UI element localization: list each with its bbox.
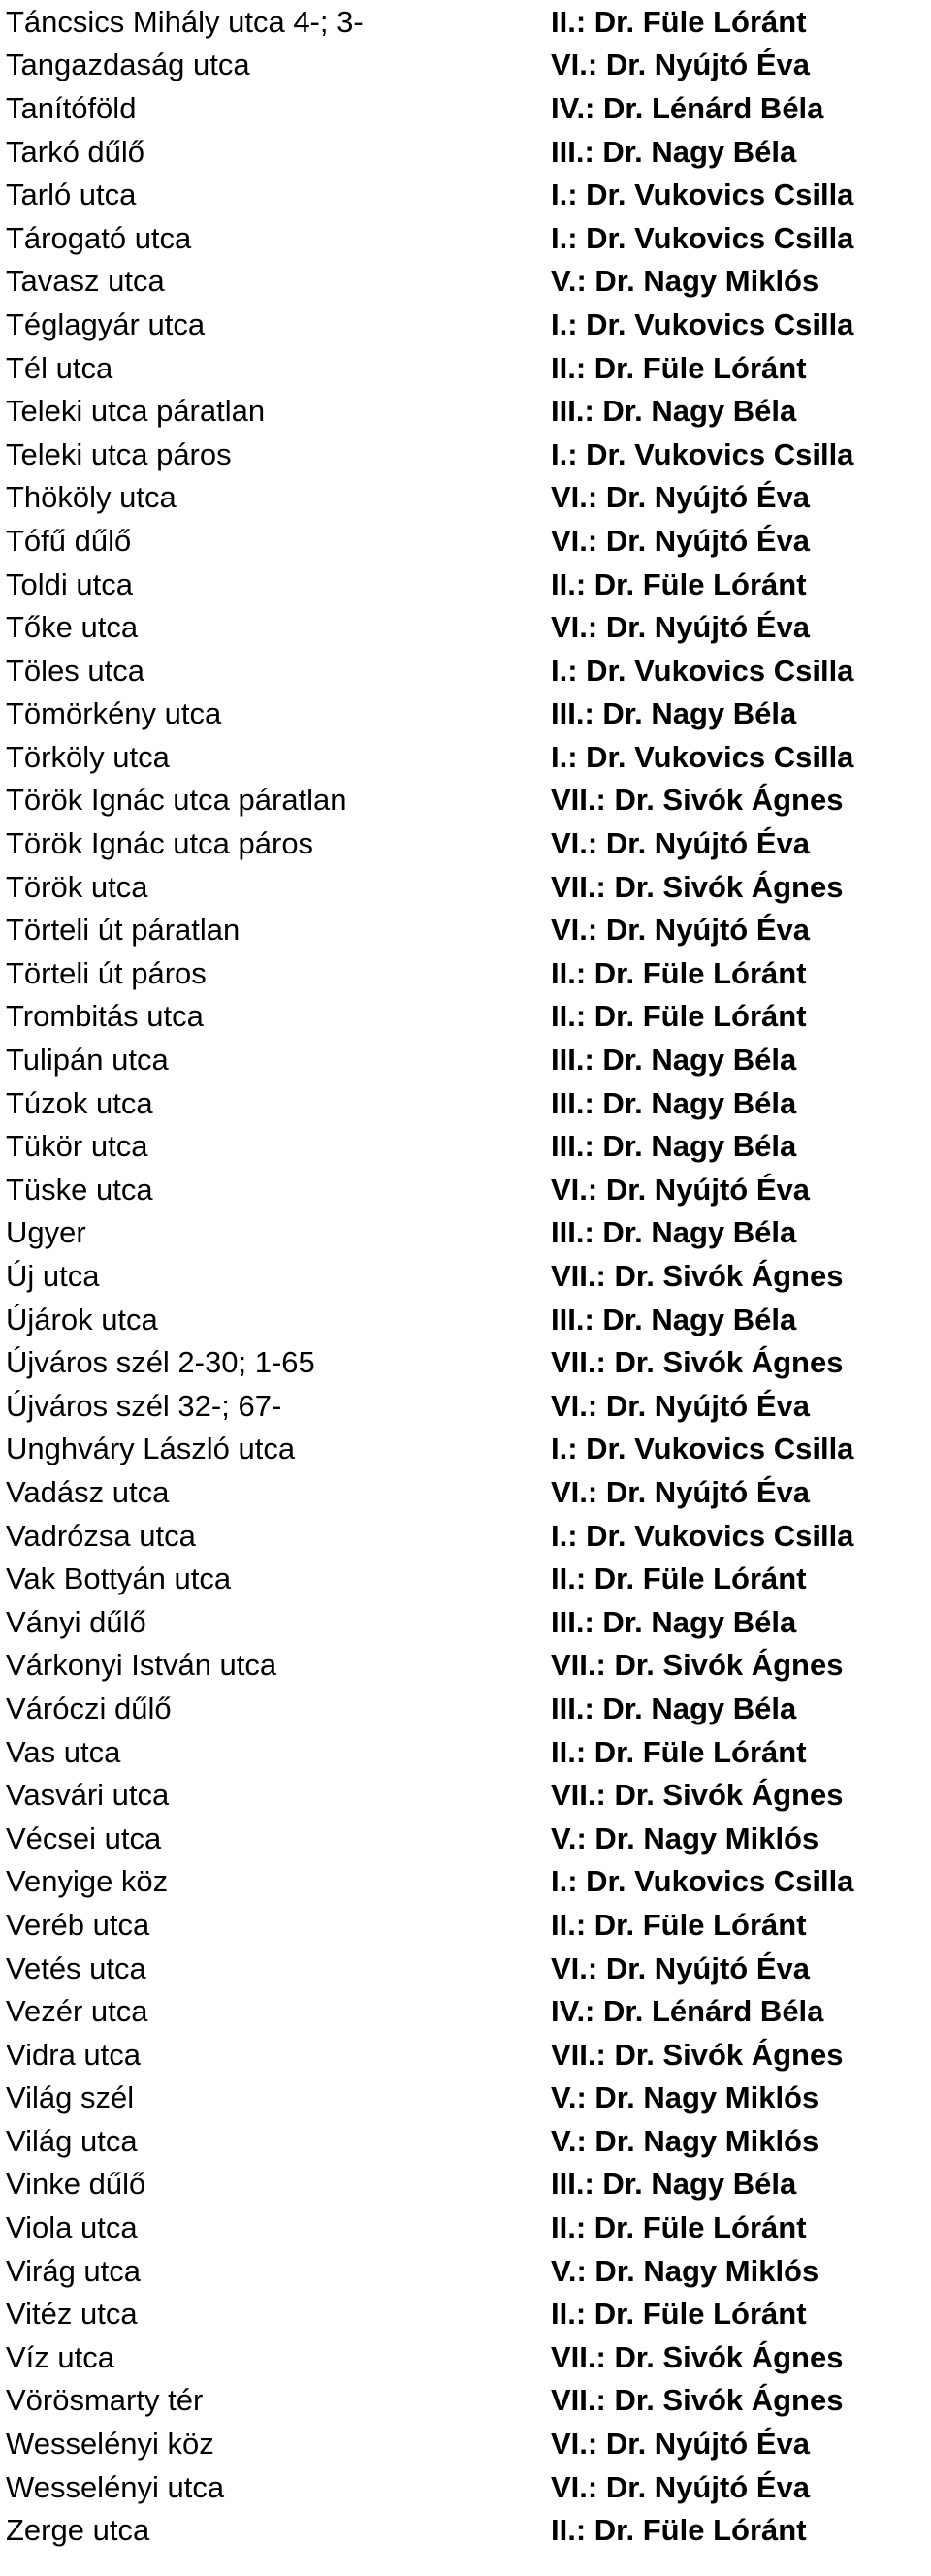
- district-doctor: VII.: Dr. Sivók Ágnes: [551, 783, 844, 818]
- street-name: Teleki utca páratlan: [6, 394, 266, 429]
- street-district-table: [6, 0, 927, 2552]
- table-row: [6, 2379, 927, 2423]
- district-doctor: VI.: Dr. Nyújtó Éva: [551, 1172, 811, 1207]
- district-doctor: VI.: Dr. Nyújtó Éva: [551, 1950, 811, 1985]
- table-row: [6, 1600, 927, 1644]
- district-doctor: I.: Dr. Vukovics Csilla: [551, 1432, 854, 1466]
- table-row: [6, 1340, 927, 1384]
- district-doctor: VI.: Dr. Nyújtó Éva: [551, 523, 811, 558]
- table-row: [6, 1817, 927, 1860]
- street-name: Törteli út páratlan: [6, 913, 241, 948]
- table-row: [6, 779, 927, 822]
- table-row: [6, 2422, 927, 2465]
- district-doctor: III.: Dr. Nagy Béla: [551, 1215, 797, 1250]
- district-doctor: III.: Dr. Nagy Béla: [551, 1043, 797, 1078]
- district-doctor: VII.: Dr. Sivók Ágnes: [551, 1648, 844, 1683]
- street-name: Vidra utca: [6, 2037, 142, 2072]
- street-name: Wesselényi köz: [6, 2427, 214, 2462]
- district-doctor: II.: Dr. Füle Lóránt: [551, 2513, 807, 2548]
- district-doctor: VI.: Dr. Nyújtó Éva: [551, 2427, 811, 2462]
- table-row: [6, 1557, 927, 1600]
- street-name: Vasvári utca: [6, 1778, 170, 1813]
- table-row: [6, 476, 927, 520]
- district-doctor: I.: Dr. Vukovics Csilla: [551, 1864, 854, 1899]
- street-name: Tanítóföld: [6, 90, 137, 125]
- table-row: [6, 2249, 927, 2293]
- table-row: [6, 1947, 927, 1990]
- table-row: [6, 2077, 927, 2120]
- street-name: Téglagyár utca: [6, 306, 206, 341]
- table-row: [6, 2163, 927, 2206]
- district-doctor: IV.: Dr. Lénárd Béla: [551, 90, 824, 125]
- district-doctor: II.: Dr. Füle Lóránt: [551, 566, 807, 601]
- street-name: Tükör utca: [6, 1129, 148, 1164]
- street-name: Vas utca: [6, 1734, 121, 1769]
- district-doctor: II.: Dr. Füle Lóránt: [551, 1734, 807, 1769]
- district-doctor: VI.: Dr. Nyújtó Éva: [551, 1388, 811, 1423]
- street-name: Tarló utca: [6, 177, 137, 212]
- district-doctor: III.: Dr. Nagy Béla: [551, 134, 797, 169]
- district-doctor: VI.: Dr. Nyújtó Éva: [551, 610, 811, 645]
- table-row: [6, 649, 927, 692]
- district-doctor: IV.: Dr. Lénárd Béla: [551, 1994, 824, 2029]
- district-doctor: II.: Dr. Füle Lóránt: [551, 999, 807, 1034]
- street-name: Táncsics Mihály utca 4-; 3-: [6, 4, 364, 39]
- table-row: [6, 2033, 927, 2077]
- district-doctor: III.: Dr. Nagy Béla: [551, 1690, 797, 1725]
- table-row: [6, 44, 927, 87]
- district-doctor: III.: Dr. Nagy Béla: [551, 2167, 797, 2202]
- table-row: [6, 821, 927, 865]
- table-row: [6, 1081, 927, 1125]
- table-row: [6, 346, 927, 390]
- street-name: Törteli út páros: [6, 955, 207, 990]
- table-row: [6, 173, 927, 216]
- street-name: Túzok utca: [6, 1085, 153, 1120]
- street-name: Ugyer: [6, 1215, 86, 1250]
- district-doctor: II.: Dr. Füle Lóránt: [551, 350, 807, 385]
- district-doctor: II.: Dr. Füle Lóránt: [551, 4, 807, 39]
- district-doctor: VI.: Dr. Nyújtó Éva: [551, 48, 811, 82]
- street-name: Török utca: [6, 869, 148, 904]
- street-name: Váróczi dűlő: [6, 1690, 172, 1725]
- district-doctor: II.: Dr. Füle Lóránt: [551, 955, 807, 990]
- district-doctor: V.: Dr. Nagy Miklós: [551, 264, 819, 299]
- table-row: [6, 1860, 927, 1904]
- street-name: Tömörkény utca: [6, 696, 222, 731]
- district-doctor: III.: Dr. Nagy Béla: [551, 394, 797, 429]
- table-row: [6, 1211, 927, 1255]
- district-doctor: VII.: Dr. Sivók Ágnes: [551, 1345, 844, 1380]
- street-name: Újárok utca: [6, 1302, 158, 1336]
- district-doctor: VII.: Dr. Sivók Ágnes: [551, 2383, 844, 2418]
- street-name: Törköly utca: [6, 739, 170, 774]
- street-name: Vécsei utca: [6, 1820, 162, 1855]
- district-doctor: III.: Dr. Nagy Béla: [551, 1129, 797, 1164]
- table-row: [6, 1124, 927, 1168]
- street-name: Veréb utca: [6, 1907, 150, 1942]
- district-doctor: II.: Dr. Füle Lóránt: [551, 1907, 807, 1942]
- street-name: Teleki utca páros: [6, 436, 232, 471]
- table-row: [6, 995, 927, 1039]
- district-doctor: III.: Dr. Nagy Béla: [551, 1604, 797, 1639]
- table-row: [6, 2206, 927, 2249]
- table-row: [6, 605, 927, 649]
- street-name: Tárogató utca: [6, 220, 192, 255]
- street-name: Vadrózsa utca: [6, 1518, 196, 1553]
- district-doctor: I.: Dr. Vukovics Csilla: [551, 739, 854, 774]
- street-name: Tulipán utca: [6, 1043, 169, 1078]
- street-name: Török Ignác utca páros: [6, 826, 314, 861]
- street-name: Vitéz utca: [6, 2297, 138, 2332]
- table-row: [6, 1773, 927, 1817]
- table-row: [6, 1687, 927, 1730]
- district-doctor: II.: Dr. Füle Lóránt: [551, 2210, 807, 2245]
- district-doctor: V.: Dr. Nagy Miklós: [551, 1820, 819, 1855]
- table-row: [6, 216, 927, 260]
- street-name: Víz utca: [6, 2339, 114, 2374]
- table-row: [6, 1903, 927, 1947]
- table-row: [6, 1644, 927, 1688]
- district-doctor: I.: Dr. Vukovics Csilla: [551, 436, 854, 471]
- table-row: [6, 130, 927, 174]
- street-name: Wesselényi utca: [6, 2469, 225, 2504]
- table-row: [6, 303, 927, 346]
- table-row: [6, 1168, 927, 1211]
- table-row: [6, 735, 927, 779]
- street-name: Trombitás utca: [6, 999, 204, 1034]
- table-row: [6, 2292, 927, 2335]
- district-doctor: III.: Dr. Nagy Béla: [551, 1302, 797, 1336]
- district-doctor: VI.: Dr. Nyújtó Éva: [551, 826, 811, 861]
- table-row: [6, 260, 927, 304]
- street-name: Újváros szél 2-30; 1-65: [6, 1345, 315, 1380]
- street-name: Toldi utca: [6, 566, 133, 601]
- street-name: Unghváry László utca: [6, 1432, 296, 1466]
- street-name: Thököly utca: [6, 480, 177, 515]
- district-doctor: VI.: Dr. Nyújtó Éva: [551, 480, 811, 515]
- table-row: [6, 865, 927, 909]
- street-name: Töles utca: [6, 653, 145, 688]
- table-row: [6, 2465, 927, 2509]
- district-doctor: II.: Dr. Füle Lóránt: [551, 2297, 807, 2332]
- table-row: [6, 1038, 927, 1081]
- street-name: Tüske utca: [6, 1172, 153, 1207]
- district-doctor: I.: Dr. Vukovics Csilla: [551, 306, 854, 341]
- street-name: Tangazdaság utca: [6, 48, 250, 82]
- street-name: Török Ignác utca páratlan: [6, 783, 347, 818]
- street-name: Tarkó dűlő: [6, 134, 145, 169]
- district-doctor: I.: Dr. Vukovics Csilla: [551, 220, 854, 255]
- table-row: [6, 1254, 927, 1298]
- table-row: [6, 951, 927, 995]
- street-name: Tófű dűlő: [6, 523, 132, 558]
- table-row: [6, 86, 927, 130]
- district-doctor: III.: Dr. Nagy Béla: [551, 1085, 797, 1120]
- table-row: [6, 1989, 927, 2033]
- district-doctor: VII.: Dr. Sivók Ágnes: [551, 1259, 844, 1294]
- district-doctor: VII.: Dr. Sivók Ágnes: [551, 2339, 844, 2374]
- street-name: Vadász utca: [6, 1474, 170, 1509]
- district-doctor: V.: Dr. Nagy Miklós: [551, 2253, 819, 2288]
- table-row: [6, 1730, 927, 1774]
- table-row: [6, 2335, 927, 2379]
- street-name: Várkonyi István utca: [6, 1648, 277, 1683]
- district-doctor: III.: Dr. Nagy Béla: [551, 696, 797, 731]
- street-name: Tavasz utca: [6, 264, 165, 299]
- street-name: Vörösmarty tér: [6, 2383, 204, 2418]
- table-row: [6, 433, 927, 476]
- table-row: [6, 0, 927, 44]
- table-row: [6, 389, 927, 433]
- district-doctor: V.: Dr. Nagy Miklós: [551, 2123, 819, 2158]
- street-name: Vetés utca: [6, 1950, 146, 1985]
- street-name: Zerge utca: [6, 2513, 150, 2548]
- street-name: Venyige köz: [6, 1864, 169, 1899]
- district-doctor: VII.: Dr. Sivók Ágnes: [551, 1778, 844, 1813]
- street-name: Világ utca: [6, 2123, 138, 2158]
- table-row: [6, 1470, 927, 1514]
- street-name: Tél utca: [6, 350, 113, 385]
- street-name: Vinke dűlő: [6, 2167, 146, 2202]
- district-doctor: VII.: Dr. Sivók Ágnes: [551, 869, 844, 904]
- district-doctor: I.: Dr. Vukovics Csilla: [551, 1518, 854, 1553]
- table-row: [6, 1384, 927, 1428]
- table-row: [6, 908, 927, 951]
- street-name: Tőke utca: [6, 610, 139, 645]
- table-row: [6, 692, 927, 736]
- table-row: [6, 2508, 927, 2552]
- table-row: [6, 1514, 927, 1558]
- district-doctor: I.: Dr. Vukovics Csilla: [551, 653, 854, 688]
- street-name: Világ szél: [6, 2080, 135, 2115]
- district-doctor: V.: Dr. Nagy Miklós: [551, 2080, 819, 2115]
- table-row: [6, 1428, 927, 1471]
- district-doctor: VI.: Dr. Nyújtó Éva: [551, 1474, 811, 1509]
- district-doctor: VI.: Dr. Nyújtó Éva: [551, 2469, 811, 2504]
- street-name: Vezér utca: [6, 1994, 148, 2029]
- district-doctor: I.: Dr. Vukovics Csilla: [551, 177, 854, 212]
- table-row: [6, 563, 927, 606]
- table-row: [6, 2119, 927, 2163]
- street-name: Viola utca: [6, 2210, 138, 2245]
- district-doctor: II.: Dr. Füle Lóránt: [551, 1562, 807, 1596]
- street-name: Virág utca: [6, 2253, 142, 2288]
- table-row: [6, 1298, 927, 1341]
- street-name: Új utca: [6, 1259, 100, 1294]
- street-name: Ványi dűlő: [6, 1604, 146, 1639]
- table-row: [6, 519, 927, 563]
- district-doctor: VII.: Dr. Sivók Ágnes: [551, 2037, 844, 2072]
- street-name: Újváros szél 32-; 67-: [6, 1388, 282, 1423]
- district-doctor: VI.: Dr. Nyújtó Éva: [551, 913, 811, 948]
- street-name: Vak Bottyán utca: [6, 1562, 232, 1596]
